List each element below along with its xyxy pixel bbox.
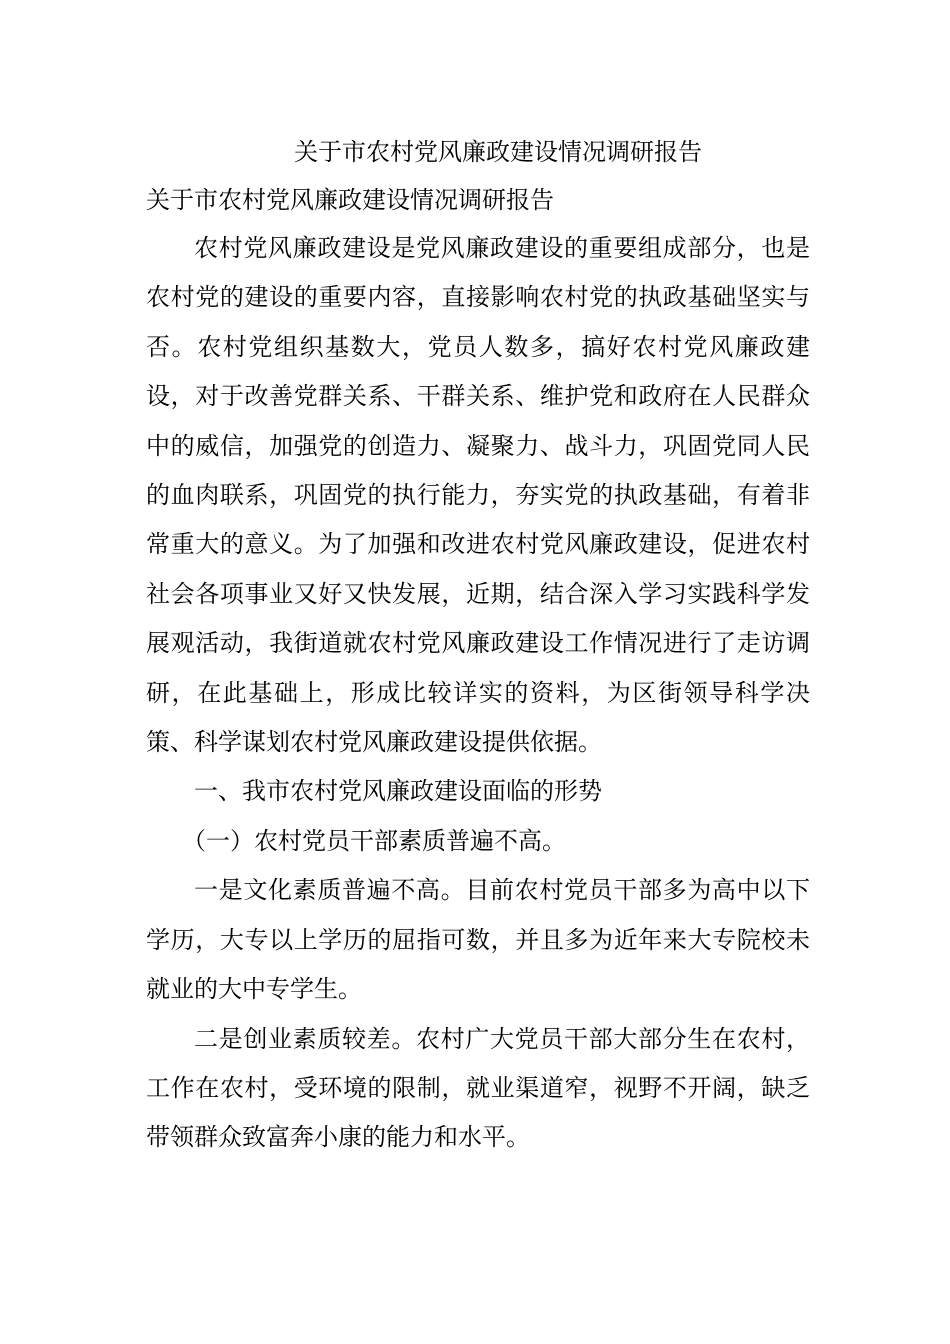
subsection-heading-1: （一）农村党员干部素质普遍不高。: [182, 826, 566, 855]
section-heading-1: 一、我市农村党风廉政建设面临的形势: [194, 777, 602, 806]
point-paragraph-1: 一是文化素质普遍不高。目前农村党员干部多为高中以下学历，大专以上学历的屈指可数，并且多为近年来大专院校未就业的大中专学生。: [146, 876, 810, 1004]
point-paragraph-2: 二是创业素质较差。农村广大党员干部大部分生在农村，工作在农村，受环境的限制，就业渠道窄，视野不开阔，缺乏带领群众致富奔小康的能力和水平。: [146, 1024, 810, 1152]
document-subtitle: 关于市农村党风廉政建设情况调研报告: [146, 186, 554, 214]
document-page: [146, 128, 810, 1163]
intro-paragraph: 农村党风廉政建设是党风廉政建设的重要组成部分，也是农村党的建设的重要内容，直接影响农村党的执政基础坚实与否。农村党组织基数大，党员人数多，搞好农村党风廉政建设，对于改善党群关系、干群关系、维护党和政府在人民群众中的威信，加强党的创造力、凝聚力、战斗力，巩固党同人民的血肉联系，巩固党的执行能力，夯实党的执政基础，有着非常重大的意义。为了加强和改进农村党风廉政建设，促进农村社会各项事业又好又快发展，近期，结合深入学习实践科学发展观活动，我街道就农村党风廉政建设工作情况进行了走访调研，在此基础上，形成比较详实的资料，为区街领导科学决策、科学谋划农村党风廉政建设提供依据。: [146, 234, 810, 757]
document-title: 关于市农村党风廉政建设情况调研报告: [294, 138, 702, 166]
